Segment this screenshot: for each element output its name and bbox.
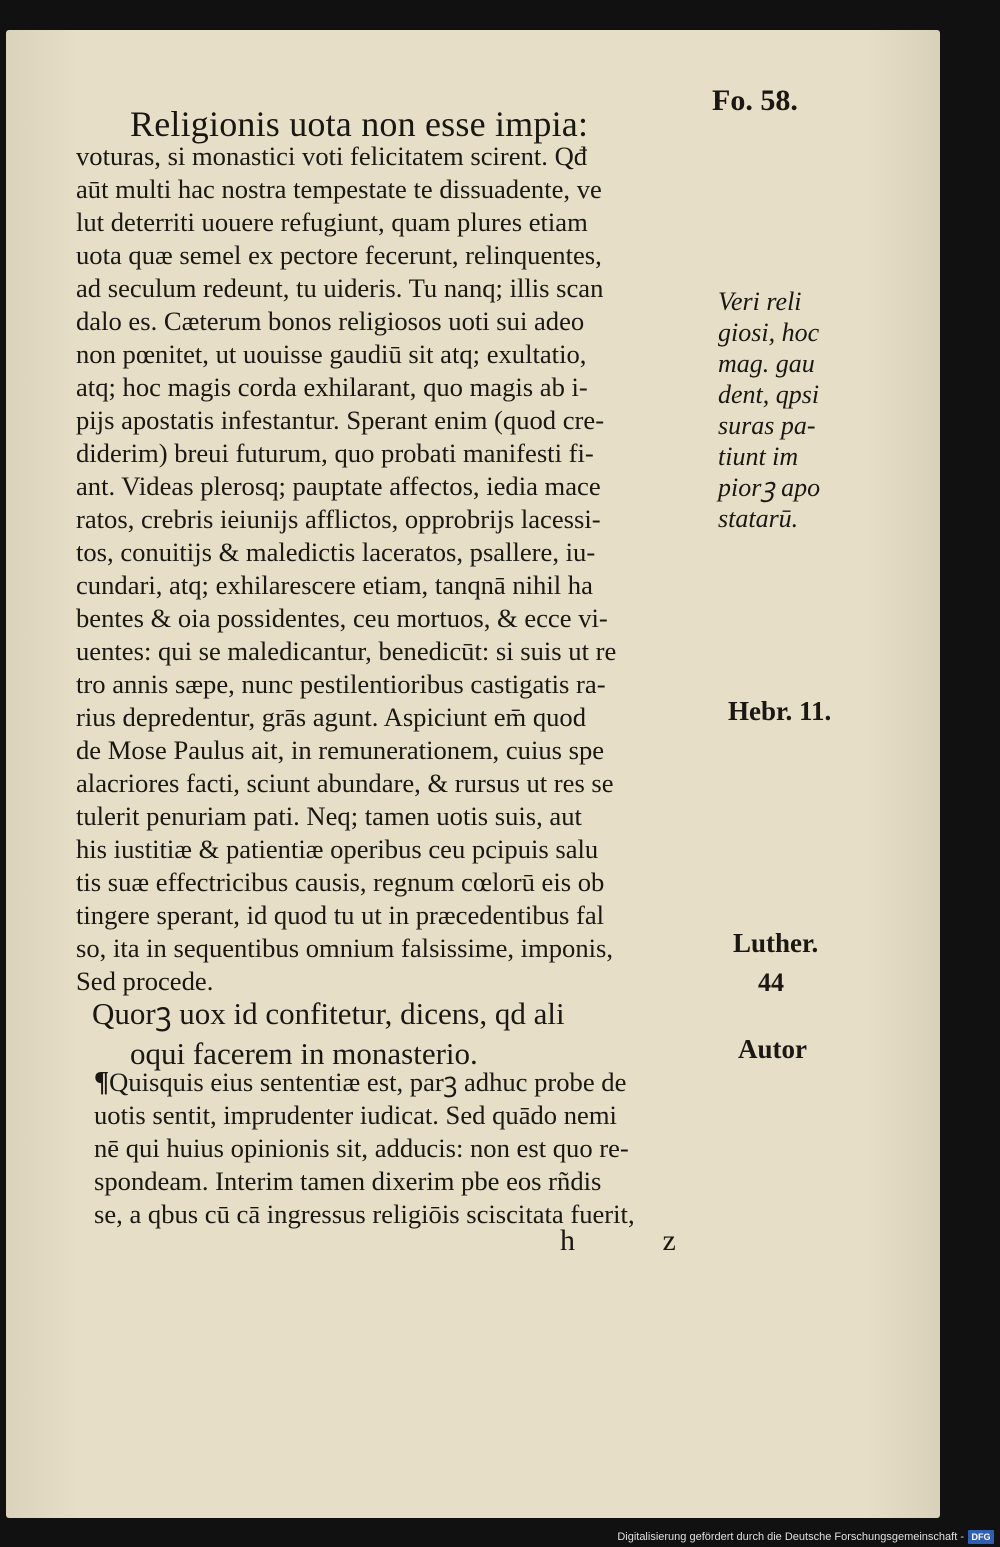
margin-note-hebr: Hebr. 11.: [728, 696, 832, 726]
text-line: cundari, atq; exhilarescere etiam, tanqnā nihil ha: [76, 570, 593, 600]
text-line: uota quæ semel ex pectore fecerunt, relinquentes,: [76, 240, 602, 270]
signature-mark: h z: [560, 1224, 716, 1257]
margin-note-autor: Autor: [738, 1034, 807, 1064]
text-line: rius depredentur, grās agunt. Aspiciunt em̄ quod: [76, 702, 587, 732]
main-text-block: [76, 140, 716, 998]
text-line: lut deterriti uouere refugiunt, quam plures etiam: [76, 207, 588, 237]
heading-line: oqui facerem in monasterio.: [130, 1036, 478, 1071]
text-line: ant. Videas plerosq; pauptate affectos, iedia mace: [76, 471, 601, 501]
text-line: tro annis sæpe, nunc pestilentioribus castigatis ra-: [76, 669, 606, 699]
text-line: nē qui huius opinionis sit, adducis: non est quo re-: [94, 1133, 629, 1163]
margin-note-line: suras pa-: [718, 411, 816, 440]
text-line: se, a qbus cū cā ingressus religiōis sciscitata fuerit,: [94, 1199, 635, 1229]
text-line: his iustitiæ & patientiæ operibus ceu pcipuis salu: [76, 834, 599, 864]
folio-number: Fo. 58.: [712, 84, 798, 117]
text-line: uentes: qui se maledicantur, benedicūt: si suis ut re: [76, 636, 617, 666]
running-head: Religionis uota non esse impia:: [130, 104, 589, 144]
heading-line: Quorꝫ uox id confitetur, dicens, qd ali: [92, 996, 565, 1031]
second-text-block: [94, 1066, 734, 1231]
text-line: so, ita in sequentibus omnium falsissime, imponis,: [76, 933, 614, 963]
text-line: pijs apostatis infestantur. Sperant enim (quod cre-: [76, 405, 605, 435]
margin-note-number: 44: [758, 968, 784, 997]
text-line: alacriores facti, sciunt abundare, & rursus ut res se: [76, 768, 614, 798]
text-line: tos, conuitijs & maledictis laceratos, psallere, iu-: [76, 537, 596, 567]
margin-note-line: mag. gau: [718, 349, 815, 378]
text-line: de Mose Paulus ait, in remunerationem, cuius spe: [76, 735, 605, 765]
text-line: diderim) breui futurum, quo probati manifesti fi-: [76, 438, 594, 468]
margin-note-line: piorꝫ apo: [718, 473, 821, 502]
text-line: dalo es. Cæterum bonos religiosos uoti sui adeo: [76, 306, 585, 336]
text-line-content: Quisquis eius sententiæ est, parꝫ adhuc probe de: [109, 1067, 627, 1097]
text-line: spondeam. Interim tamen dixerim pbe eos rñdis: [94, 1166, 602, 1196]
text-line: [94, 1066, 734, 1099]
text-line: bentes & oia possidentes, ceu mortuos, & ecce vi-: [76, 603, 608, 633]
text-line: non pœnitet, ut uouisse gaudiū sit atq; exultatio,: [76, 339, 587, 369]
margin-note-line: Veri reli: [718, 287, 802, 316]
text-line: ad seculum redeunt, tu uideris. Tu nanq; illis scan: [76, 273, 604, 303]
text-line: uotis sentit, imprudenter iudicat. Sed quādo nemi: [94, 1100, 617, 1130]
text-line: tingere sperant, id quod tu ut in præcedentibus fal: [76, 900, 605, 930]
dfg-logo: DFG: [968, 1530, 994, 1544]
text-line: ratos, crebris ieiunijs afflictos, opprobrijs lacessi-: [76, 504, 601, 534]
text-line: voturas, si monastici voti felicitatem scirent. Qđ: [76, 141, 588, 171]
margin-note-luther: Luther.: [733, 928, 819, 958]
margin-note-line: tiunt im: [718, 442, 799, 471]
text-line: Sed procede.: [76, 966, 214, 996]
margin-note-line: dent, qpsi: [718, 380, 820, 409]
digitization-credit: Digitalisierung gefördert durch die Deutsche Forschungsgemeinschaft -: [617, 1531, 964, 1543]
text-line: tis suæ effectricibus causis, regnum cœlorū eis ob: [76, 867, 605, 897]
pilcrow-mark: ¶: [94, 1067, 110, 1098]
margin-note-religiosi: [718, 286, 820, 534]
section-heading: [92, 994, 732, 1074]
margin-note-line: giosi, hoc: [718, 318, 820, 347]
text-line: atq; hoc magis corda exhilarant, quo magis ab i-: [76, 372, 588, 402]
text-line: aūt multi hac nostra tempestate te dissuadente, ve: [76, 174, 602, 204]
text-line: tulerit penuriam pati. Neq; tamen uotis suis, aut: [76, 801, 582, 831]
margin-note-line: statarū.: [718, 504, 799, 533]
